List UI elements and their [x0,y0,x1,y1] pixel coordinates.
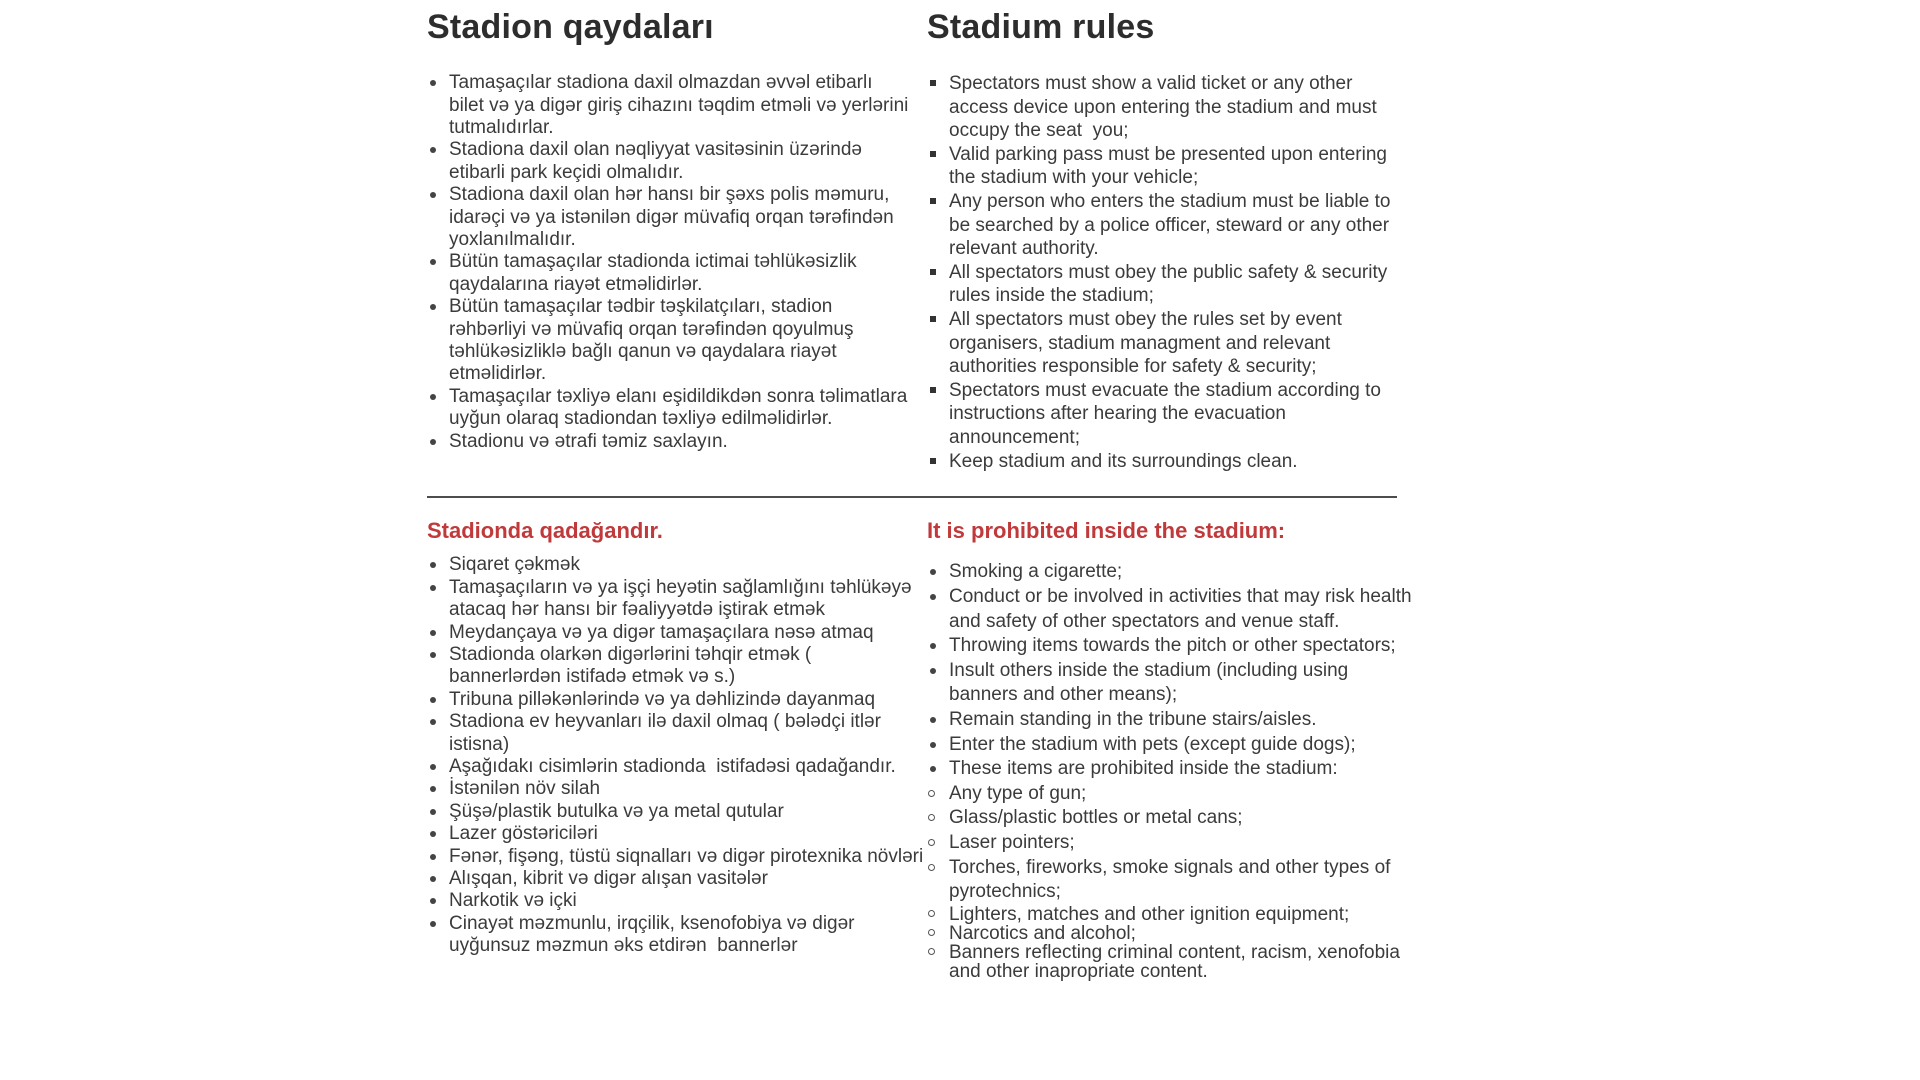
list-item: Enter the stadium with pets (except guide dogs); [927,733,1419,758]
list-item: Tamaşaçılar stadiona daxil olmazdan əvvəl etibarlı bilet və ya digər giriş cihazını təqdim etməli və yerlərini tutmalıdırlar. [427,72,911,139]
list-item: Alışqan, kibrit və digər alışan vasitələr [427,868,927,890]
list-item: Meydançaya və ya digər tamaşaçılara nəsə atmaq [427,622,927,644]
list-item: All spectators must obey the rules set by event organisers, stadium managment and relevant authorities responsible for safety & security; [927,308,1407,379]
list-item: Torches, fireworks, smoke signals and other types of pyrotechnics; [927,856,1419,905]
list-item: Insult others inside the stadium (including using banners and other means); [927,659,1419,708]
list-item: Any type of gun; [927,782,1419,807]
list-item: Şüşə/plastik butulka və ya metal qutular [427,801,927,823]
list-item: Aşağıdakı cisimlərin stadionda istifadəsi qadağandır. [427,756,927,778]
list-item: Stadiona daxil olan nəqliyyat vasitəsinin üzərində etibarli park keçidi olmalıdır. [427,139,911,184]
list-item: Laser pointers; [927,831,1419,856]
list-item: Lighters, matches and other ignition equipment; [927,905,1419,924]
list-item: Stadiona ev heyvanları ilə daxil olmaq ( bələdçi itlər istisna) [427,711,927,756]
list-item: These items are prohibited inside the stadium: [927,757,1419,782]
list-item: Conduct or be involved in activities that may risk health and safety of other spectators and venue staff. [927,585,1419,634]
section-prohibited-en [927,518,1419,981]
list-item: Fənər, fişəng, tüstü siqnalları və digər pirotexnika növləri [427,846,927,868]
page-title-az: Stadion qaydaları [427,8,714,46]
list-item: Narkotik və içki [427,890,927,912]
list-item: Banners reflecting criminal content, racism, xenofobia and other inapropriate content. [927,943,1419,981]
page-title-en: Stadium rules [927,8,1155,46]
list-item: Narcotics and alcohol; [927,924,1419,943]
prohibited-heading-en: It is prohibited inside the stadium: [927,518,1286,543]
list-item: Spectators must show a valid ticket or any other access device upon entering the stadium and must occupy the seat you; [927,72,1407,143]
list-item: Stadionu və ətrafi təmiz saxlayın. [427,431,911,453]
rules-list-az [427,72,914,453]
list-item: Smoking a cigarette; [927,560,1419,585]
list-item: All spectators must obey the public safety & security rules inside the stadium; [927,261,1407,308]
list-item: Bütün tamaşaçılar tədbir təşkilatçıları, stadion rəhbərliyi və müvafiq orqan tərəfindən qoyulmuş təhlükəsizliklə bağlı qanun və qaydalara riayət etməlidirlər. [427,296,911,386]
list-item: Remain standing in the tribune stairs/aisles. [927,708,1419,733]
prohibited-list-en [927,560,1419,980]
prohibited-heading-az: Stadionda qadağandır. [427,518,663,543]
list-item: Tamaşaçıların və ya işçi heyətin sağlamlığını təhlükəyə atacaq hər hansı bir fəaliyyətdə iştirak etmək [427,577,927,622]
list-item: Stadionda olarkən digərlərini təhqir etmək ( bannerlərdən istifadə etmək və s.) [427,644,927,689]
list-item: Keep stadium and its surroundings clean. [927,450,1407,474]
list-item: Valid parking pass must be presented upon entering the stadium with your vehicle; [927,143,1407,190]
list-item: Bütün tamaşaçılar stadionda ictimai təhlükəsizlik qaydalarına riayət etməlidirlər. [427,251,911,296]
section-rules-az [427,8,914,453]
list-item: Spectators must evacuate the stadium according to instructions after hearing the evacuation announcement; [927,379,1407,450]
list-item: Cinayət məzmunlu, irqçilik, ksenofobiya və digər uyğunsuz məzmun əks etdirən bannerlər [427,913,927,958]
section-divider [427,496,1397,498]
list-item: Lazer göstəriciləri [427,823,927,845]
list-item: Stadiona daxil olan hər hansı bir şəxs polis məmuru, idarəçi və ya istənilən digər müvafiq orqan tərəfindən yoxlanılmalıdır. [427,184,911,251]
list-item: Throwing items towards the pitch or other spectators; [927,634,1419,659]
list-item: Any person who enters the stadium must be liable to be searched by a police officer, steward or any other relevant authority. [927,190,1407,261]
list-item: Tribuna pilləkənlərində və ya dəhlizində dayanmaq [427,689,927,711]
list-item: Siqaret çəkmək [427,554,927,576]
section-prohibited-az [427,518,927,958]
list-item: Tamaşaçılar təxliyə elanı eşidildikdən sonra təlimatlara uyğun olaraq stadiondan təxliyə edilməlidirlər. [427,386,911,431]
list-item: Glass/plastic bottles or metal cans; [927,806,1419,831]
section-rules-en [927,8,1407,473]
list-item: İstənilən növ silah [427,778,927,800]
rules-list-en [927,72,1407,473]
prohibited-list-az [427,554,927,957]
